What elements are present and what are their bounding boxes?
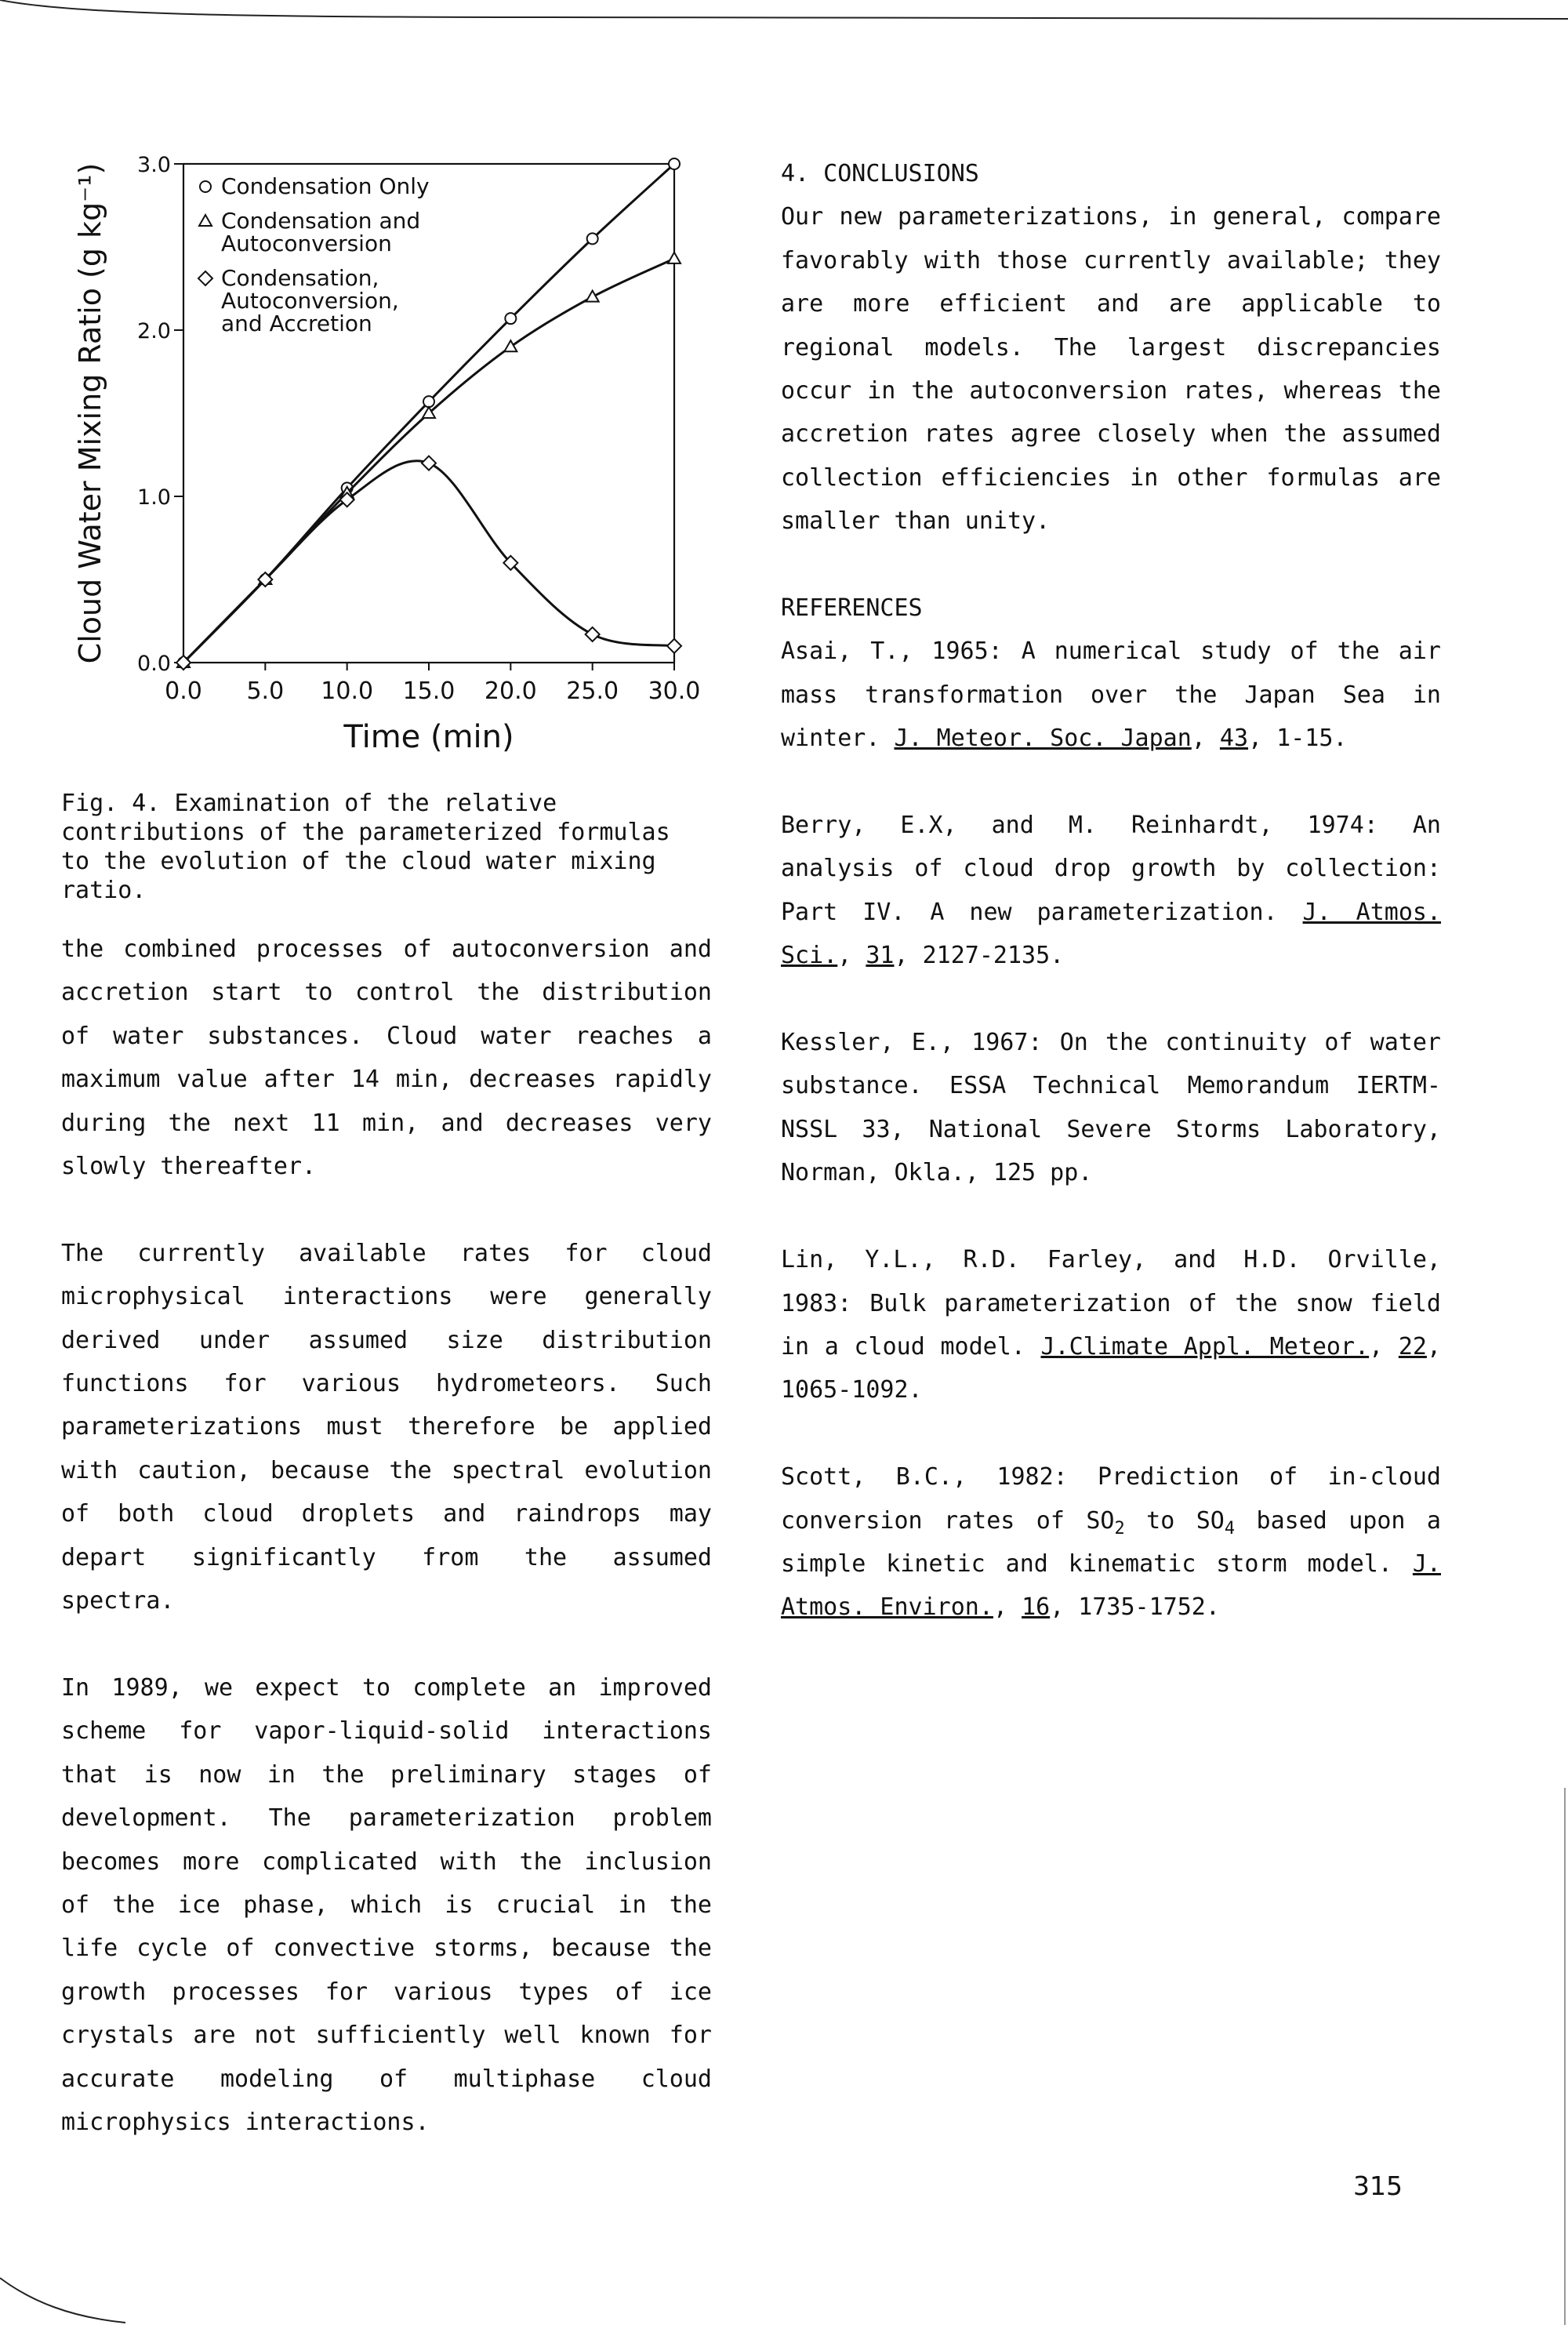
reference-kessler: Kessler, E., 1967: On the continuity of water substance. ESSA Technical Memorandum IERTM-NSSL 33, National Severe Storms Laboratory, Norman, Okla., 125 pp. [781, 1029, 1441, 1187]
legend-text: Condensation Only [221, 173, 430, 199]
legend-text: Condensation, [221, 265, 379, 291]
triangle-point [586, 291, 599, 302]
series-line-3 [183, 461, 674, 663]
page-number: 315 [1353, 2171, 1403, 2201]
reference-scott: Scott, B.C., 1982: Prediction of in-cloud conversion rates of $SO_2$ to $SO_4$ based upon a simple kinetic and kinematic storm model. J. Atmos. Environ., 16, 1735-1752. [781, 1463, 1441, 1622]
legend-text: Autoconversion [221, 231, 392, 256]
y-tick-label: 1.0 [137, 485, 171, 510]
legend-marker-2 [199, 215, 212, 226]
references-heading: REFERENCES [781, 594, 923, 623]
triangle-point [504, 340, 517, 351]
triangle-point [668, 252, 681, 263]
legend-marker-3 [198, 271, 212, 285]
legend-text: Condensation and [221, 208, 421, 234]
x-tick-label: 25.0 [566, 678, 619, 705]
circle-point [669, 158, 680, 169]
x-tick-label: 10.0 [321, 678, 374, 705]
diamond-point [667, 639, 681, 653]
conclusions-paragraph: Our new parameterizations, in general, compare favorably with those currently available; they are more efficient and are applicable to regional models. The largest discrepancies occur in the autoconversion rates, whereas the accretion rates agree closely when the assumed collection efficiencies in other formulas are smaller than unity. [781, 203, 1441, 536]
y-axis-label: Cloud Water Mixing Ratio (g kg⁻¹) [73, 162, 107, 664]
body-paragraph-2: The currently available rates for cloud microphysical interactions were generally derived under assumed size distribution functions for various hydrometeors. Such parameterizations must therefore be applied with caution, because the spectral evolution of both cloud droplets and raindrops may depart significantly from the assumed spectra. [61, 1239, 712, 1615]
x-tick-label: 15.0 [402, 678, 456, 705]
circle-point [587, 233, 598, 244]
y-tick-label: 3.0 [137, 153, 171, 177]
diamond-point [586, 627, 600, 641]
circle-point [505, 313, 516, 324]
reference-lin: Lin, Y.L., R.D. Farley, and H.D. Orville, 1983: Bulk parameterization of the snow field in a cloud model. J.Climate Appl. Meteor., 22, 1065-1092. [781, 1246, 1441, 1404]
legend-text: and Accretion [221, 311, 372, 336]
reference-asai: Asai, T., 1965: A numerical study of the air mass transformation over the Japan Sea in winter. J. Meteor. Soc. Japan, 43, 1-15. [781, 638, 1441, 753]
y-tick-label: 2.0 [137, 319, 171, 343]
left-column [61, 928, 712, 2144]
x-tick-label: 0.0 [165, 678, 202, 705]
chart-legend [198, 173, 430, 336]
x-axis-label: Time (min) [343, 719, 514, 755]
figure-caption: Fig. 4. Examination of the relative contributions of the parameterized formulas to the evolution of the cloud water mixing ratio. [61, 790, 670, 904]
x-tick-label: 30.0 [648, 678, 701, 705]
reference-berry: Berry, E.X, and M. Reinhardt, 1974: An analysis of cloud drop growth by collection: Part IV. A new parameterization. J. Atmos. Sci., 31, 2127-2135. [781, 812, 1442, 970]
legend-text: Autoconversion, [221, 288, 399, 314]
body-paragraph-3: In 1989, we expect to complete an improved scheme for vapor-liquid-solid interactions that is now in the preliminary stages of development. The parameterization problem becomes more complicated with the inclusion of the ice phase, which is crucial in the life cycle of convective storms, because the growth processes for various types of ice crystals are not sufficiently well known for accurate modeling of multiphase cloud microphysics interactions. [61, 1673, 712, 2136]
body-paragraph-1: the combined processes of autoconversion and accretion start to control the distribution of water substances. Cloud water reaches a maximum value after 14 min, decreases rapidly during the next 11 min, and decreases very slowly thereafter. [61, 935, 712, 1181]
cloud-water-chart [47, 145, 753, 765]
y-tick-label: 0.0 [137, 652, 171, 676]
legend-marker-1 [200, 181, 211, 192]
right-column [781, 152, 1441, 1629]
x-tick-label: 5.0 [246, 678, 285, 705]
x-tick-label: 20.0 [484, 678, 537, 705]
diamond-point [422, 456, 436, 470]
conclusions-heading: 4. CONCLUSIONS [781, 160, 979, 187]
